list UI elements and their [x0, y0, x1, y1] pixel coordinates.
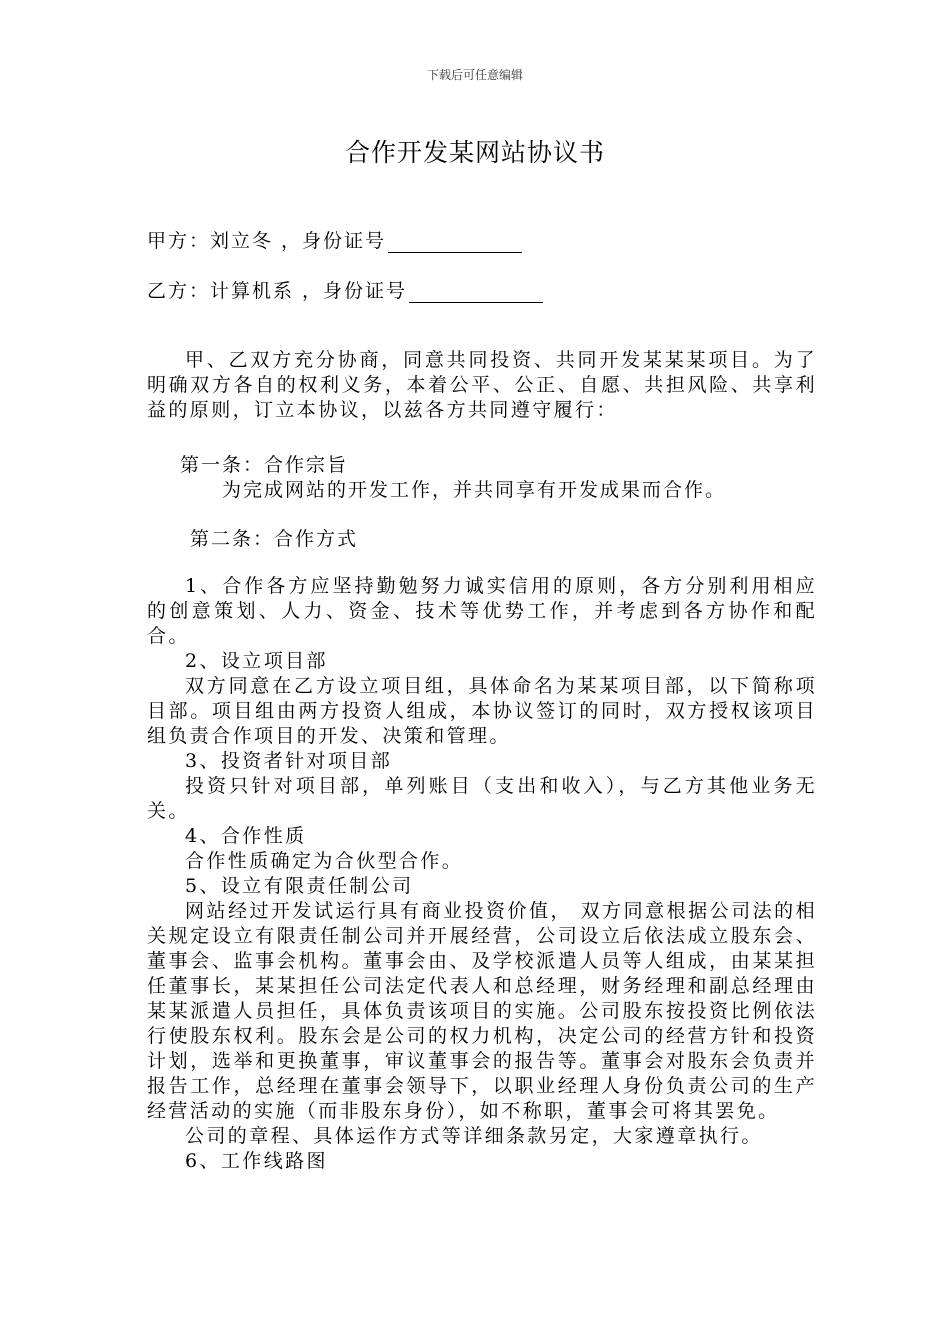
party-a-id-blank [388, 232, 522, 253]
item2-heading: 2、设立项目部 [185, 650, 328, 672]
intro-paragraph: 甲、乙双方充分协商，同意共同投资、共同开发某某某项目。为了明确双方各自的权利义务，本着公平、公正、自愿、共担风险、共享利益的原则，订立本协议，以兹各方共同遵守履行： [147, 349, 817, 421]
party-b-line [147, 276, 543, 303]
header-note: 下载后可任意编辑 [426, 68, 523, 82]
intro-block [147, 348, 817, 423]
item3-paragraph: 投资只针对项目部，单列账目（支出和收入），与乙方其他业务无关。 [147, 775, 817, 822]
item5-heading: 5、设立有限责任制公司 [185, 875, 414, 897]
item5-paragraph-2: 公司的章程、具体运作方式等详细条款另定，大家遵章执行。 [185, 1125, 763, 1147]
item4-heading: 4、合作性质 [185, 825, 307, 847]
article1-heading: 第一条：合作宗旨 [180, 454, 349, 476]
item1-paragraph: 1、合作各方应坚持勤勉努力诚实信用的原则，各方分别利用相应的创意策划、人力、资金、技术等优势工作，并考虑到各方协作和配合。 [147, 575, 817, 647]
article1-text: 为完成网站的开发工作，并共同享有开发成果而合作。 [222, 479, 727, 501]
party-b-id-blank [409, 282, 543, 303]
item2-paragraph: 双方同意在乙方设立项目组，具体命名为某某项目部，以下简称项目部。项目组由两方投资人组成，本协议签订的同时，双方授权该项目组负责合作项目的开发、决策和管理。 [147, 675, 817, 747]
party-a-line [147, 226, 522, 253]
party-a-text: 甲方：刘立冬 ，身份证号 [147, 230, 387, 252]
item4-paragraph: 合作性质确定为合伙型合作。 [185, 850, 464, 872]
article2-heading: 第二条：合作方式 [190, 528, 359, 550]
article2-block [147, 574, 817, 1174]
party-b-text: 乙方：计算机系 ，身份证号 [147, 280, 408, 302]
item3-heading: 3、投资者针对项目部 [185, 750, 393, 772]
item6-heading: 6、工作线路图 [185, 1150, 328, 1172]
document-title: 合作开发某网站协议书 [344, 138, 605, 167]
item5-paragraph: 网站经过开发试运行具有商业投资价值， 双方同意根据公司法的相关规定设立有限责任制公司并开展经营，公司设立后依法成立股东会、董事会、监事会机构。董事会由、及学校派遣人员等人组成，由某某担任董事长，某某担任公司法定代表人和总经理，财务经理和副总经理由某某派遣人员担任，具体负责该项目的实施。公司股东按投资比例依法行使股东权利。股东会是公司的权力机构，决定公司的经营方针和投资计划，选举和更换董事，审议董事会的报告等。董事会对股东会负责并报告工作，总经理在董事会领导下，以职业经理人身份负责公司的生产经营活动的实施（而非股东身份），如不称职，董事会可将其罢免。 [147, 900, 817, 1122]
